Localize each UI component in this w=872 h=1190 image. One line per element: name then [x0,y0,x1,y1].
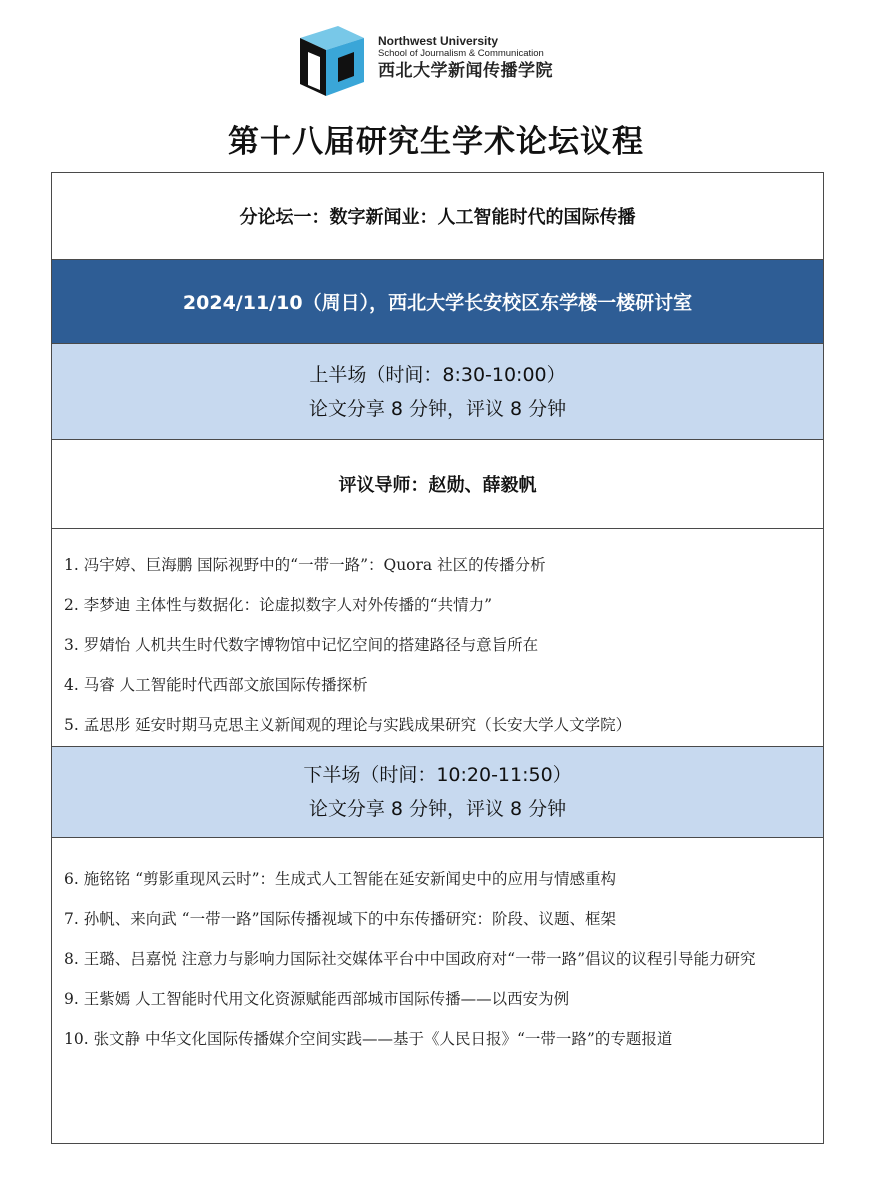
second-half-list [52,838,823,1143]
logo-chinese-name: 西北大学新闻传播学院 [378,61,553,81]
second-half-header [52,747,823,838]
logo-english-name: Northwest University [378,34,499,48]
agenda-table [51,172,824,1144]
list-item: 5. 孟思彤 延安时期马克思主义新闻观的理论与实践成果研究（长安大学人文学院） [64,716,632,734]
university-logo-icon [298,24,366,98]
list-item: 3. 罗婧怡 人机共生时代数字博物馆中记忆空间的搭建路径与意旨所在 [64,636,539,654]
first-half-list [52,529,823,747]
first-half-rule: 论文分享 8 分钟，评议 8 分钟 [308,397,567,420]
page-title: 第十八届研究生学术论坛议程 [228,124,644,160]
list-item: 7. 孙帆、来向武 “一带一路”国际传播视域下的中东传播研究：阶段、议题、框架 [64,910,616,928]
first-half-header [52,344,823,440]
header [0,0,872,110]
date-venue: 2024/11/10（周日），西北大学长安校区东学楼一楼研讨室 [52,260,823,344]
reviewers: 评议导师：赵勋、薛毅帆 [52,440,823,529]
logo-english-school: School of Journalism & Communication [378,48,544,59]
second-half-time: 下半场（时间：10:20-11:50） [303,764,572,786]
list-item: 10. 张文静 中华文化国际传播媒介空间实践——基于《人民日报》“一带一路”的专题报道 [64,1030,673,1048]
list-item: 8. 王璐、吕嘉悦 注意力与影响力国际社交媒体平台中中国政府对“一带一路”倡议的议程引导能力研究 [64,950,756,968]
first-half-time: 上半场（时间：8:30-10:00） [309,363,566,386]
list-item: 9. 王紫嫣 人工智能时代用文化资源赋能西部城市国际传播——以西安为例 [64,990,570,1008]
logo-text [378,34,553,82]
list-item: 1. 冯宇婷、巨海鹏 国际视野中的“一带一路”：Quora 社区的传播分析 [64,556,546,574]
second-half-rule: 论文分享 8 分钟，评议 8 分钟 [308,798,567,820]
list-item: 2. 李梦迪 主体性与数据化：论虚拟数字人对外传播的“共情力” [64,596,492,614]
forum-title: 分论坛一：数字新闻业：人工智能时代的国际传播 [52,173,823,260]
list-item: 6. 施铭铭 “剪影重现风云时”：生成式人工智能在延安新闻史中的应用与情感重构 [64,870,616,888]
list-item: 4. 马睿 人工智能时代西部文旅国际传播探析 [64,676,368,694]
